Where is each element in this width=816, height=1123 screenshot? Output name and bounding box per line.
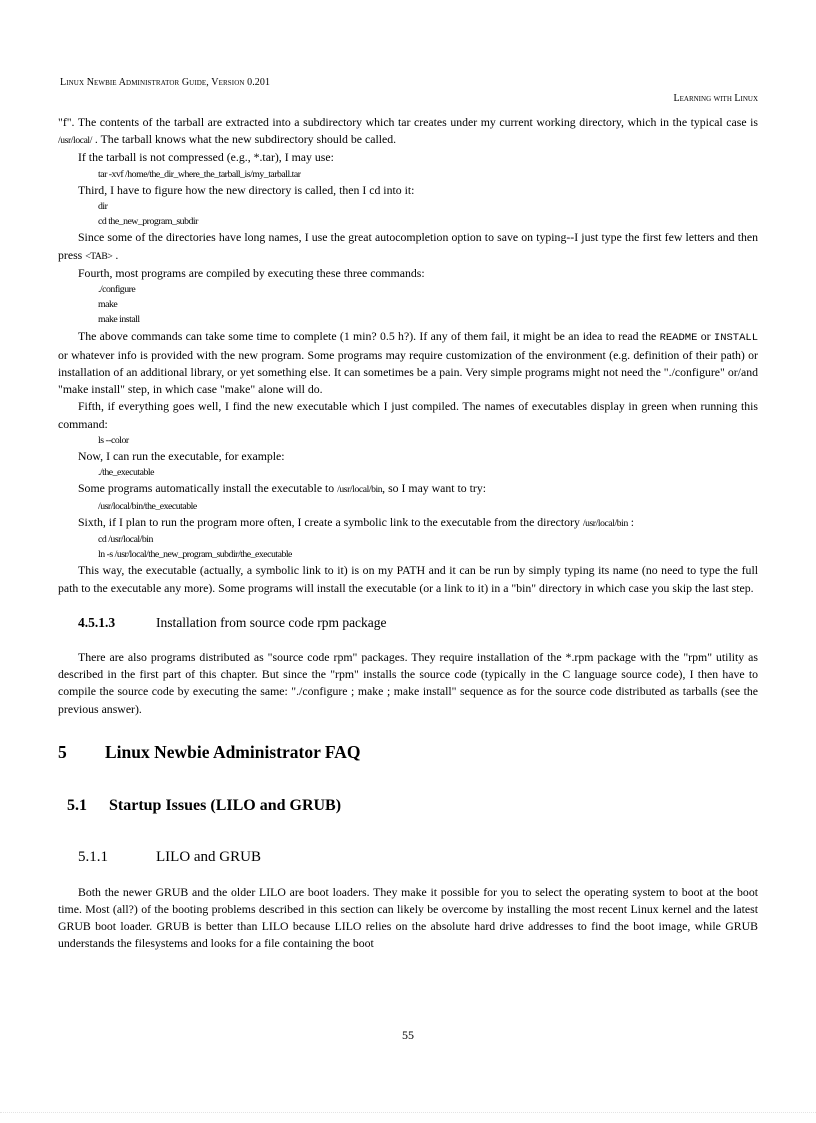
paragraph: Fifth, if everything goes well, I find the new executable which I just compiled. The names of executables display in green when running this command: xyxy=(58,399,758,431)
chapter-heading-5 xyxy=(58,742,758,763)
chapter-title: Linux Newbie Administrator FAQ xyxy=(105,741,361,762)
code-line: ./the_executable xyxy=(98,467,154,479)
chapter-number: 5 xyxy=(58,741,67,762)
section-title: Startup Issues (LILO and GRUB) xyxy=(109,796,342,814)
section-number: 5.1 xyxy=(67,796,87,814)
code-line: make xyxy=(98,299,118,311)
code-line: cd the_new_program_subdir xyxy=(98,216,198,228)
paragraph: "f". The contents of the tarball are extracted into a subdirectory which tar creates under my current working directory, which in the typical case is /usr/local/ . The tarball knows what the new subdirectory should be called. xyxy=(58,115,758,147)
code-line: ls --color xyxy=(98,434,129,446)
page-body xyxy=(58,114,758,953)
section-number: 4.5.1.3 xyxy=(78,614,116,630)
paragraph: This way, the executable (actually, a symbolic link to it) is on my PATH and it can be run by simply typing its name (no need to type the full path to the executable any more). Some programs will install the executable (or a link to it) in a "bin" directory in which case you skip the last step. xyxy=(58,563,758,595)
code-line: dir xyxy=(98,201,108,213)
running-header-right: Learning with Linux xyxy=(673,93,758,104)
section-heading-5-1-1 xyxy=(58,849,758,866)
paragraph: Third, I have to figure how the new directory is called, then I cd into it: xyxy=(78,182,415,197)
paragraph: Fourth, most programs are compiled by executing these three commands: xyxy=(78,265,425,280)
code-line: ln -s /usr/local/the_new_program_subdir/the_executable xyxy=(98,549,292,561)
running-header-left: Linux Newbie Administrator Guide, Version 0.201 xyxy=(60,77,271,88)
code-line: /usr/local/bin/the_executable xyxy=(98,500,197,512)
section-heading-4-5-1-3 xyxy=(58,615,758,631)
section-number: 5.1.1 xyxy=(78,848,108,865)
paragraph: Sixth, if I plan to run the program more often, I create a symbolic link to the executable from the directory /usr/local/bin : xyxy=(78,514,635,529)
section-heading-5-1 xyxy=(58,797,758,815)
paragraph: Both the newer GRUB and the older LILO are boot loaders. They make it possible for you to select the operating system to boot at the boot time. Most (all?) of the booting problems described in this section can likely be overcome by installing the most recent Linux kernel and the latest GRUB boot loader. GRUB is better than LILO because LILO relies on the absolute hard drive addresses to find the boot image, while GRUB understands the filesystems and looks for a file containing the boot xyxy=(58,884,758,951)
code-line: make install xyxy=(98,314,140,326)
paragraph: Now, I can run the executable, for example: xyxy=(78,449,285,464)
section-title: Installation from source code rpm package xyxy=(156,614,387,630)
code-line: tar -xvf /home/the_dir_where_the_tarball_is/my_tarball.tar xyxy=(98,168,301,180)
code-line: ./configure xyxy=(98,284,136,296)
page-number: 55 xyxy=(402,1028,414,1042)
page-bottom-rule xyxy=(0,1112,816,1113)
paragraph: The above commands can take some time to complete (1 min? 0.5 h?). If any of them fail, it might be an idea to read the README or INSTALL or whatever info is provided with the new program. Some programs may require customization of the environment (e.g. definition of their path) or installation of an additional library, or yet something else. It can sometimes be a pain. Very simple programs might not need the "./configure" or/and "make install" step, in which case "make" alone will do. xyxy=(58,328,758,397)
paragraph: If the tarball is not compressed (e.g., *.tar), I may use: xyxy=(78,150,334,165)
paragraph: Since some of the directories have long names, I use the great autocompletion option to save on typing--I just type the first few letters and then press <TAB> . xyxy=(58,230,758,262)
section-title: LILO and GRUB xyxy=(156,848,261,865)
code-line: cd /usr/local/bin xyxy=(98,534,153,546)
paragraph: There are also programs distributed as "source code rpm" packages. They require installation of the *.rpm package with the "rpm" utility as described in the first part of this chapter. But since the "rpm" installs the source code (typically in the C language source code), I then have to compile the source code by executing the same: "./configure ; make ; make install" sequence as for the source code distributed as tarballs (see the previous answer). xyxy=(58,649,758,716)
paragraph: Some programs automatically install the executable to /usr/local/bin, so I may want to try: xyxy=(78,481,487,496)
